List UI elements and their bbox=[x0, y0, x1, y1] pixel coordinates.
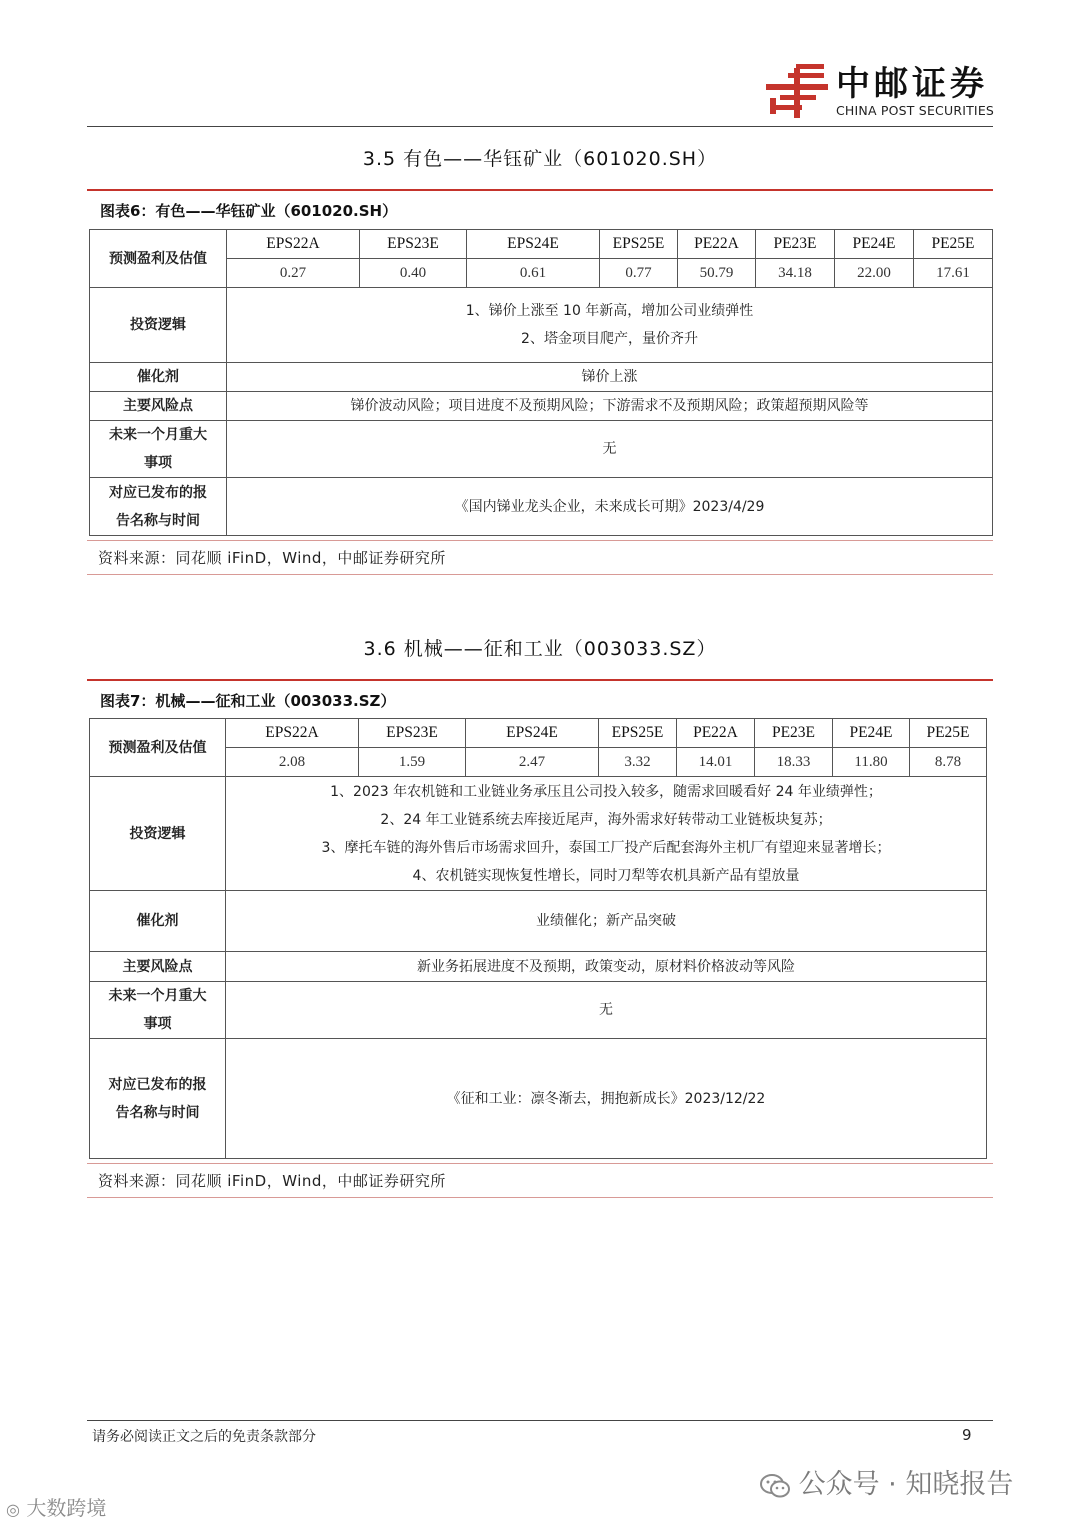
catalyst-cell: 锑价上涨 bbox=[227, 363, 993, 392]
events-cell: 无 bbox=[226, 982, 987, 1039]
value-cell: 0.61 bbox=[467, 259, 600, 288]
logic-line: 1、2023 年农机链和工业链业务承压且公司投入较多，随需求回暖看好 24 年业绩弹性； bbox=[330, 783, 882, 800]
col-header: EPS25E bbox=[599, 719, 677, 748]
forecast-label: 预测盈利及估值 bbox=[90, 719, 226, 777]
col-header: PE24E bbox=[833, 719, 910, 748]
catalyst-cell: 业绩催化；新产品突破 bbox=[226, 891, 987, 952]
table-bottom-rule bbox=[87, 540, 993, 541]
disclaimer-note: 请务必阅读正文之后的免责条款部分 bbox=[92, 1429, 316, 1445]
risk-label: 主要风险点 bbox=[90, 392, 227, 421]
logic-line: 1、锑价上涨至 10 年新高，增加公司业绩弹性 bbox=[465, 303, 754, 319]
report-label-line: 对应已发布的报 bbox=[108, 1076, 207, 1093]
events-label-line: 未来一个月重大 bbox=[109, 427, 207, 443]
col-header: PE25E bbox=[914, 230, 993, 259]
col-header: EPS24E bbox=[466, 719, 599, 748]
report-cell: 《国内锑业龙头企业，未来成长可期》2023/4/29 bbox=[227, 478, 993, 536]
report-cell: 《征和工业：凛冬渐去，拥抱新成长》2023/12/22 bbox=[226, 1039, 987, 1159]
figure-title-6: 图表6：有色——华钰矿业（601020.SH） bbox=[100, 202, 398, 220]
china-post-logo-icon bbox=[766, 64, 828, 120]
value-cell: 8.78 bbox=[910, 748, 987, 777]
brand-name-en: CHINA POST SECURITIES bbox=[836, 103, 995, 118]
col-header: EPS23E bbox=[360, 230, 467, 259]
stock-table-601020 bbox=[89, 229, 993, 536]
col-header: PE25E bbox=[910, 719, 987, 748]
value-cell: 17.61 bbox=[914, 259, 993, 288]
events-label-line: 事项 bbox=[143, 1016, 172, 1032]
events-label-line: 事项 bbox=[144, 455, 172, 471]
report-label bbox=[90, 1039, 226, 1159]
source-bottom-rule bbox=[87, 574, 993, 575]
watermark-wechat bbox=[760, 1462, 1013, 1501]
forecast-label: 预测盈利及估值 bbox=[90, 230, 227, 288]
catalyst-label: 催化剂 bbox=[90, 363, 227, 392]
col-header: PE24E bbox=[835, 230, 914, 259]
value-cell: 50.79 bbox=[678, 259, 756, 288]
col-header: EPS24E bbox=[467, 230, 600, 259]
col-header: PE23E bbox=[755, 719, 833, 748]
logic-line: 2、24 年工业链系统去库接近尾声，海外需求好转带动工业链板块复苏； bbox=[380, 811, 832, 828]
logic-line: 2、塔金项目爬产，量价齐升 bbox=[521, 331, 698, 347]
col-header: EPS25E bbox=[600, 230, 678, 259]
report-label-line: 对应已发布的报 bbox=[109, 484, 207, 501]
value-cell: 1.59 bbox=[359, 748, 466, 777]
catalyst-label: 催化剂 bbox=[90, 891, 226, 952]
watermark-text: 大数跨境 bbox=[26, 1496, 107, 1520]
header-divider bbox=[87, 126, 993, 127]
weibo-icon: ◎ bbox=[6, 1500, 20, 1519]
footer-divider bbox=[87, 1420, 993, 1421]
report-label bbox=[90, 478, 227, 536]
value-cell: 14.01 bbox=[677, 748, 755, 777]
source-note: 资料来源：同花顺 iFinD，Wind，中邮证券研究所 bbox=[98, 549, 446, 567]
figure-top-rule bbox=[87, 679, 993, 681]
value-cell: 11.80 bbox=[833, 748, 910, 777]
report-label-line: 告名称与时间 bbox=[115, 1104, 200, 1121]
page-number: 9 bbox=[962, 1426, 972, 1444]
brand-name-cn: 中邮证券 bbox=[836, 64, 988, 104]
col-header: PE22A bbox=[677, 719, 755, 748]
col-header: PE23E bbox=[756, 230, 835, 259]
section-title-3-5: 3.5 有色——华钰矿业（601020.SH） bbox=[362, 148, 718, 170]
wechat-icon bbox=[760, 1474, 790, 1498]
value-cell: 0.77 bbox=[600, 259, 678, 288]
value-cell: 18.33 bbox=[755, 748, 833, 777]
watermark-brand bbox=[6, 1492, 106, 1521]
value-cell: 34.18 bbox=[756, 259, 835, 288]
value-cell: 0.40 bbox=[360, 259, 467, 288]
section-title-3-6: 3.6 机械——征和工业（003033.SZ） bbox=[363, 638, 717, 660]
value-cell: 3.32 bbox=[599, 748, 677, 777]
figure-title-7: 图表7：机械——征和工业（003033.SZ） bbox=[100, 692, 396, 710]
logic-label: 投资逻辑 bbox=[90, 777, 226, 891]
logic-cell bbox=[227, 288, 993, 363]
source-note: 资料来源：同花顺 iFinD，Wind，中邮证券研究所 bbox=[98, 1172, 446, 1190]
col-header: EPS22A bbox=[227, 230, 360, 259]
events-label bbox=[90, 982, 226, 1039]
logic-line: 4、农机链实现恢复性增长，同时刀犁等农机具新产品有望放量 bbox=[412, 867, 800, 884]
value-cell: 22.00 bbox=[835, 259, 914, 288]
col-header: EPS22A bbox=[226, 719, 359, 748]
risk-label: 主要风险点 bbox=[90, 952, 226, 982]
source-bottom-rule bbox=[87, 1197, 993, 1198]
events-cell: 无 bbox=[227, 421, 993, 478]
events-label-line: 未来一个月重大 bbox=[108, 988, 207, 1004]
col-header: PE22A bbox=[678, 230, 756, 259]
report-label-line: 告名称与时间 bbox=[116, 512, 200, 529]
value-cell: 0.27 bbox=[227, 259, 360, 288]
watermark-text: 公众号 · 知晓报告 bbox=[798, 1469, 1014, 1500]
risk-cell: 新业务拓展进度不及预期，政策变动，原材料价格波动等风险 bbox=[226, 952, 987, 982]
table-bottom-rule bbox=[87, 1163, 993, 1164]
events-label bbox=[90, 421, 227, 478]
stock-table-003033 bbox=[89, 718, 987, 1159]
logic-label: 投资逻辑 bbox=[90, 288, 227, 363]
risk-cell: 锑价波动风险；项目进度不及预期风险；下游需求不及预期风险；政策超预期风险等 bbox=[227, 392, 993, 421]
col-header: EPS23E bbox=[359, 719, 466, 748]
value-cell: 2.47 bbox=[466, 748, 599, 777]
value-cell: 2.08 bbox=[226, 748, 359, 777]
figure-top-rule bbox=[87, 189, 993, 191]
logic-cell bbox=[226, 777, 987, 891]
logic-line: 3、摩托车链的海外售后市场需求回升，泰国工厂投产后配套海外主机厂有望迎来显著增长； bbox=[321, 839, 891, 856]
